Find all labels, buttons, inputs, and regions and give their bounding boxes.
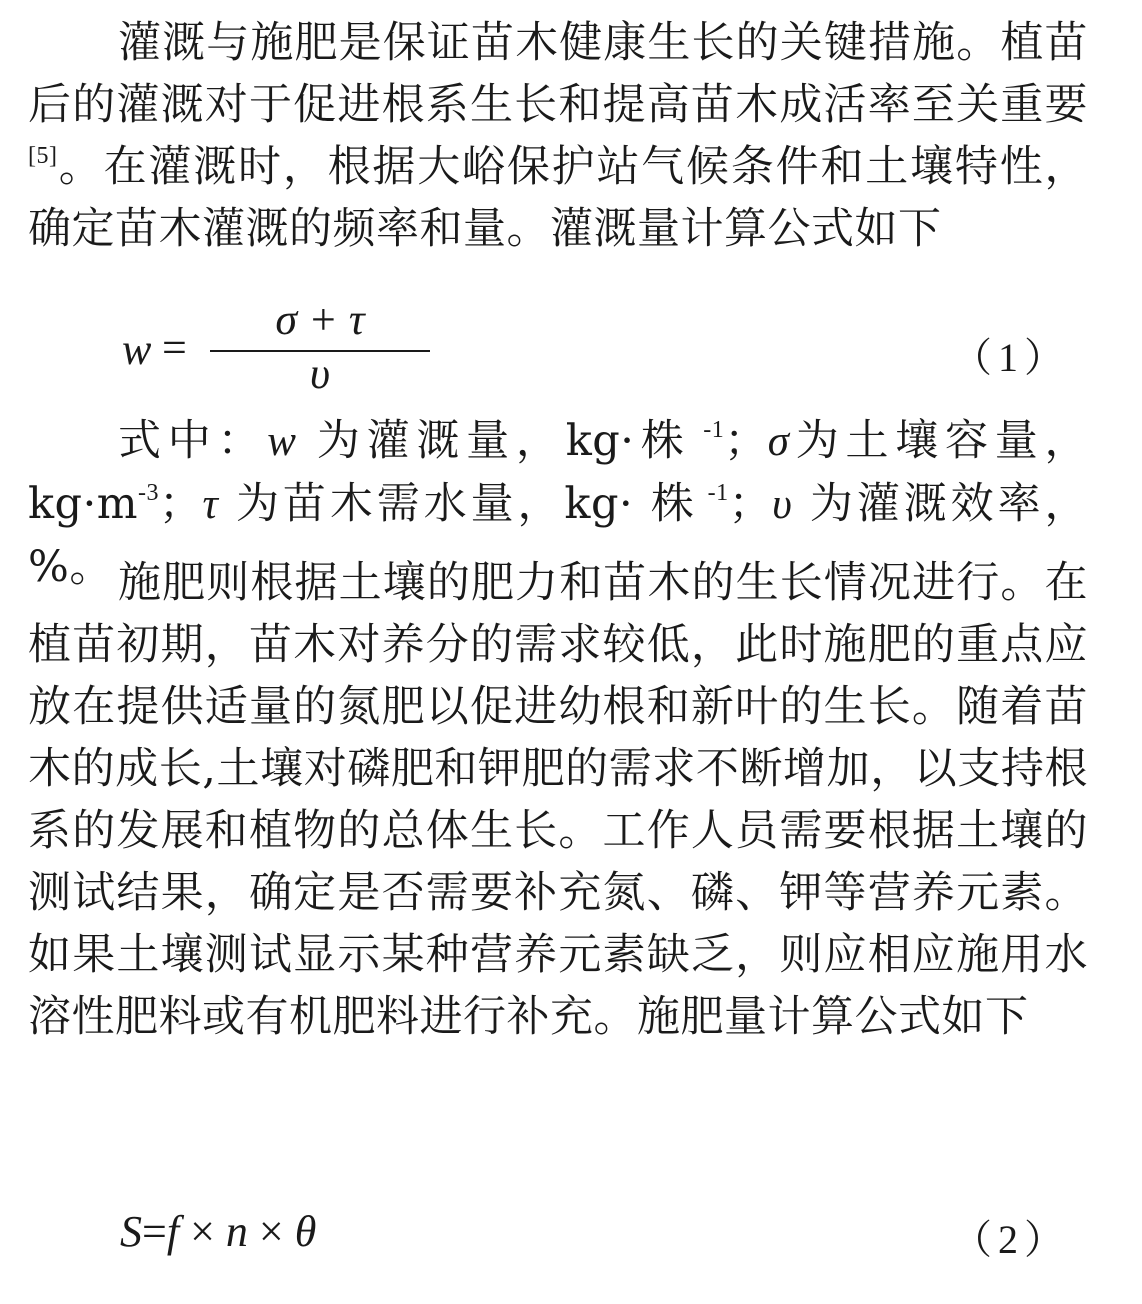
separator-2: ； (159, 479, 203, 529)
equation-1-number: （1） (952, 335, 1070, 380)
paragraph-irrigation-text-b: 。在灌溉时，根据大峪保护站气候条件和土壤特性，确定苗木灌溉的频率和量。灌溉量计算公式如下 (28, 142, 1088, 254)
paragraph-fertilization-text: 施肥则根据土壤的肥力和苗木的生长情况进行。在植苗初期，苗木对养分的需求较低，此时施肥的重点应放在提供适量的氮肥以促进幼根和新叶的生长。随着苗木的成长,土壤对磷肥和钾肥的需求不断增加，以支持根系的发展和植物的总体生长。工作人员需要根据土壤的测试结果，确定是否需要补充氮、磷、钾等营养元素。如果土壤测试显示某种营养元素缺乏，则应相应施用水溶性肥料或有机肥料进行补充。施肥量计算公式如下 (28, 558, 1088, 1042)
equation-1-denominator: υ (309, 349, 331, 398)
symbol-upsilon: υ (772, 481, 793, 528)
separator-1: ； (724, 416, 768, 466)
exponent-tau: -1 (697, 480, 729, 506)
equation-2-equals: = (142, 1207, 167, 1256)
equation-2-theta: θ (294, 1207, 317, 1256)
definition-sigma: 为土壤容量，kg·m (28, 416, 1089, 529)
equation-2-number: （2） (952, 1217, 1070, 1262)
symbol-sigma: σ (767, 418, 790, 465)
equation-2-n: n (225, 1207, 248, 1256)
citation-ref: [5] (28, 143, 58, 169)
definition-tau: 为苗木需水量，kg· 株 (218, 479, 698, 529)
paragraph-fertilization (28, 552, 1088, 1048)
equation-2-times-1: × (179, 1207, 226, 1256)
symbol-tau: τ (202, 481, 219, 528)
equation-1 (122, 295, 422, 408)
paragraph-irrigation-text-a: 灌溉与施肥是保证苗木健康生长的关键措施。植苗后的灌溉对于促进根系生长和提高苗木成活率至关重要 (28, 18, 1088, 130)
definitions-prefix: 式中： (118, 416, 268, 466)
equation-2-f: f (166, 1207, 180, 1256)
separator-3: ； (728, 479, 773, 529)
equation-2-s: S (120, 1207, 142, 1256)
equation-1-lhs: w (122, 325, 152, 374)
exponent-w: -1 (690, 417, 725, 443)
symbol-w: w (267, 418, 297, 465)
exponent-sigma: -3 (138, 480, 160, 506)
definition-upsilon: 为灌溉效率，%。 (28, 479, 1089, 592)
equation-1-numerator: σ + τ (275, 295, 365, 344)
equation-2 (120, 1206, 316, 1257)
equation-1-equals: = (162, 323, 187, 372)
paragraph-irrigation (28, 12, 1088, 260)
equation-2-times-2: × (247, 1207, 295, 1256)
definition-w: 为灌溉量，kg·株 (296, 416, 691, 466)
